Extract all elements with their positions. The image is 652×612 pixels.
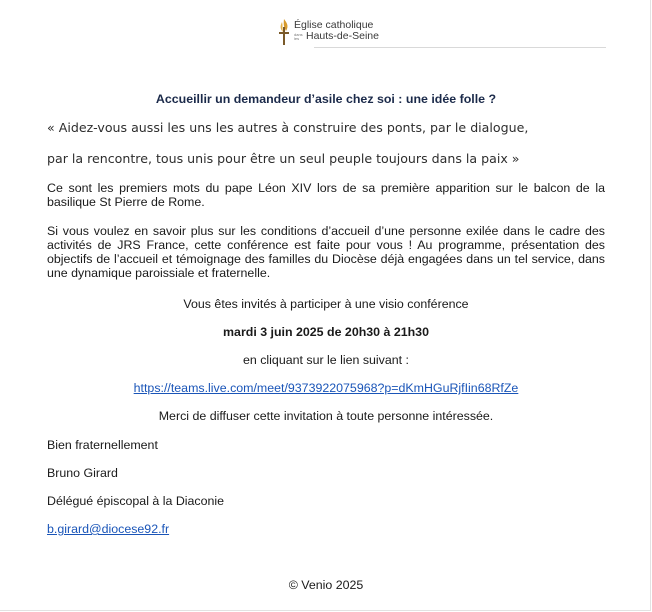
- link-intro: en cliquant sur le lien suivant :: [243, 353, 409, 367]
- email-title: Accueillir un demandeur d’asile chez soi : une idée folle ?: [155, 92, 497, 106]
- cross-flame-logo-icon: [277, 18, 291, 46]
- signer-role: Délégué épiscopal à la Diaconie: [47, 494, 225, 508]
- header-divider: [314, 47, 606, 48]
- invite-text: Vous êtes invités à participer à une visio conférence: [183, 297, 469, 311]
- copyright-footer: © Venio 2025: [288, 578, 364, 592]
- conference-paragraph: Si vous voulez en savoir plus sur les conditions d’accueil d’une personne exilée dans le cadre des activités de JRS France, cette conférence est faite pour vous ! Au programme, présentation des objectifs de l’accueil et témoignage des familles du Diocèse déjà engagées dans un tel service, dans une dynamique paroissiale et fraternelle.: [47, 224, 605, 280]
- signer-name: Bruno Girard: [47, 466, 118, 480]
- teams-meeting-link[interactable]: https://teams.live.com/meet/9373922075968?p=dKmHGuRjfIin68RfZe: [133, 381, 519, 395]
- share-request: Merci de diffuser cette invitation à toute personne intéressée.: [158, 409, 494, 423]
- logo-text-small: dans les: [294, 32, 303, 41]
- closing-text: Bien fraternellement: [47, 438, 158, 452]
- intro-paragraph: Ce sont les premiers mots du pape Léon XIV lors de sa première apparition sur le balcon de la basilique St Pierre de Rome.: [47, 181, 605, 209]
- diocese-logo[interactable]: [277, 18, 377, 48]
- event-date: mardi 3 juin 2025 de 20h30 à 21h30: [223, 325, 429, 339]
- signer-email-link[interactable]: b.girard@diocese92.fr: [47, 522, 170, 536]
- quote-line-1: « Aidez-vous aussi les uns les autres à construire des ponts, par le dialogue,: [47, 120, 529, 135]
- quote-line-2: par la rencontre, tous unis pour être un seul peuple toujours dans la paix »: [47, 151, 520, 166]
- logo-text-line2: Hauts-de-Seine: [306, 30, 379, 42]
- logo-text-line1: Église catholique: [294, 19, 374, 31]
- email-header: [0, 0, 652, 50]
- signer-email-row: [47, 522, 605, 536]
- meeting-link-row: [47, 381, 605, 395]
